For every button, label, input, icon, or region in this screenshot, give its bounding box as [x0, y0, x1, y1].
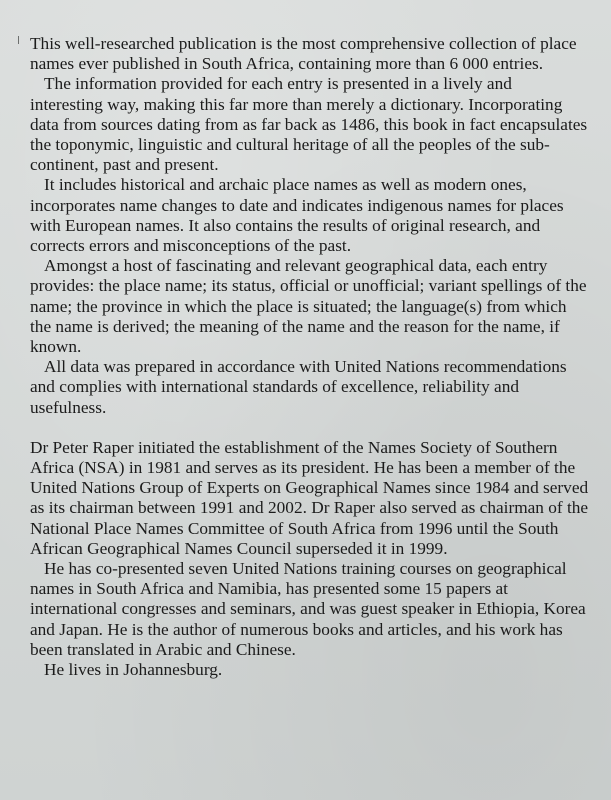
description-paragraph: All data was prepared in accordance with United Nations recommendations and complies with international standards of excellence, reliability and usefulness.	[30, 357, 567, 417]
print-mark	[18, 36, 19, 44]
book-description	[30, 34, 589, 418]
description-paragraph: This well-researched publication is the most comprehensive collection of place names ever published in South Africa, containing more than 6 000 entries.	[30, 34, 577, 74]
biography-paragraph: He lives in Johannesburg.	[44, 660, 223, 680]
author-biography	[30, 438, 589, 680]
biography-paragraph: He has co-presented seven United Nations training courses on geographical names in South Africa and Namibia, has presented some 15 papers at international congresses and seminars, and was guest speaker in Ethiopia, Korea and Japan. He is the author of numerous books and articles, and his work has been translated in Arabic and Chinese.	[30, 559, 586, 659]
description-paragraph: Amongst a host of fascinating and relevant geographical data, each entry provides: the place name; its status, official or unofficial; variant spellings of the name; the province in which the place is situated; the language(s) from which the name is derived; the meaning of the name and the reason for the name, if known.	[30, 256, 587, 357]
description-paragraph: It includes historical and archaic place names as well as modern ones, incorporates name changes to date and indicates indigenous names for places with European names. It also contains the results of original research, and corrects errors and misconceptions of the past.	[30, 175, 564, 256]
biography-paragraph: Dr Peter Raper initiated the establishment of the Names Society of Southern Africa (NSA) in 1981 and serves as its president. He has been a member of the United Nations Group of Experts on Geographical Names since 1984 and served as its chairman between 1991 and 2002. Dr Raper also served as chairman of the National Place Names Committee of South Africa from 1996 until the South African Geographical Names Council superseded it in 1999.	[30, 437, 589, 558]
description-paragraph: The information provided for each entry is presented in a lively and interesting way, making this far more than merely a dictionary. Incorporating data from sources dating from as far back as 1486, this book in fact encapsulates the toponymic, linguistic and cultural heritage of all the peoples of the sub-continent, past and present.	[30, 74, 588, 175]
